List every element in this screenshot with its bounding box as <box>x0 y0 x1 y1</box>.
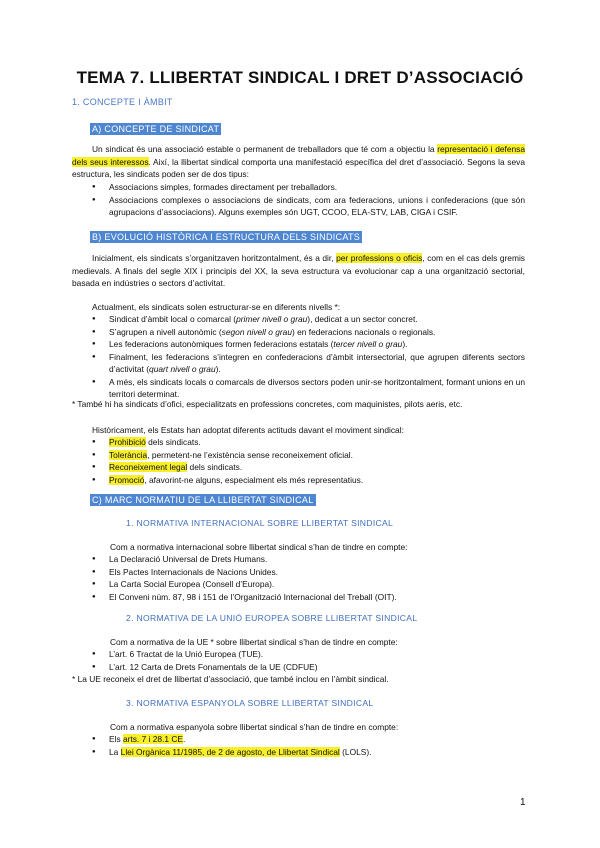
list-item: ● S’agrupen a nivell autonòmic (segon nivell o grau) en federacions nacionals o regionals. <box>90 326 525 339</box>
heading-marc-normatiu: C) MARC NORMATIU DE LA LLIBERTAT SINDICAL <box>92 495 314 505</box>
list-item: ● L’art. 6 Tractat de la Unió Europea (TUE). <box>90 648 525 661</box>
list-item: ● Reconeixement legal dels sindicats. <box>90 461 525 474</box>
highlight-professions: per professions o oficis <box>336 253 423 263</box>
list-item: ● Els Pactes Internacionals de Nacions Unides. <box>90 566 525 579</box>
list-nivells <box>90 313 525 401</box>
list-item: ● Sindicat d’àmbit local o comarcal (primer nivell o grau), dedicat a un sector concret. <box>90 313 525 326</box>
heading-concepte-sindicat: A) CONCEPTE DE SINDICAT <box>92 124 220 134</box>
page-number: 1 <box>520 797 526 808</box>
paragraph-normativa-espanyola: Com a normativa espanyola sobre llibertat sindical s’han de tindre en compte: <box>110 722 399 732</box>
list-tipus-sindicats <box>90 181 525 219</box>
list-item: ● Els arts. 7 i 28.1 CE. <box>90 733 525 746</box>
list-item: ● Associacions complexes o associacions de sindicats, com ara federacions, unions i confederacions (que són agrupacions d’associacions). Alguns exemples són UGT, CCOO, ELA-STV, LAB, CIGA i CSIF. <box>90 194 525 219</box>
paragraph-actituds: Històricament, els Estats han adoptat diferents actituds davant el moviment sindical: <box>92 425 404 435</box>
list-item: ● Promoció, afavorint-ne alguns, especialment els més representatius. <box>90 474 525 487</box>
list-normativa-espanyola <box>90 733 525 758</box>
list-item: ● Tolerància, permetent-ne l’existència sense reconeixement oficial. <box>90 449 525 462</box>
list-item: ● La Llei Orgànica 11/1985, de 2 de agosto, de Llibertat Sindical (LOLS). <box>90 746 525 759</box>
subheading-normativa-espanyola: 3. NORMATIVA ESPANYOLA SOBRE LLIBERTAT SINDICAL <box>126 698 374 708</box>
list-actituds <box>90 436 525 486</box>
list-item: ● La Declaració Universal de Drets Humans. <box>90 553 525 566</box>
page-title: TEMA 7. LLIBERTAT SINDICAL I DRET D’ASSOCIACIÓ <box>76 68 524 87</box>
list-normativa-ue <box>90 648 525 673</box>
paragraph-evolucio: Inicialment, els sindicats s’organitzaven horitzontalment, és a dir, per professions o oficis, com en el cas dels gremis medievals. A finals del segle XIX i principis del XX, la seva estructura va evolucionar cap a una organització sectorial, basada en indústries o sectors d’activitat. <box>72 253 525 288</box>
paragraph-concepte: Un sindicat és una associació estable o permanent de treballadors que té com a objectiu la representació i defensa dels seus interessos. Així, la llibertat sindical comporta una manifestació específica del dret d’associació. Segons la seva estructura, les sindicats poden ser de dos tipus: <box>72 144 526 179</box>
paragraph-normativa-ue: Com a normativa de la UE * sobre llibertat sindical s’han de tindre en compte: <box>110 637 398 647</box>
heading-evolucio-historica: B) EVOLUCIÓ HISTÒRICA I ESTRUCTURA DELS SINDICATS <box>92 232 361 242</box>
list-normativa-internacional <box>90 553 525 603</box>
list-item: ● Associacions simples, formades directament per treballadors. <box>90 181 525 194</box>
list-item: ● Les federacions autonòmiques formen federacions estatals (tercer nivell o grau). <box>90 338 525 351</box>
subheading-normativa-ue: 2. NORMATIVA DE LA UNIÓ EUROPEA SOBRE LLIBERTAT SINDICAL <box>126 613 418 623</box>
section-heading-1: 1. CONCEPTE I ÀMBIT <box>72 97 173 107</box>
subheading-normativa-internacional: 1. NORMATIVA INTERNACIONAL SOBRE LLIBERTAT SINDICAL <box>126 518 394 528</box>
list-item: ● El Conveni núm. 87, 98 i 151 de l’Organització Internacional del Treball (OIT). <box>90 591 525 604</box>
list-item: ● Finalment, les federacions s’integren en confederacions d’àmbit intersectorial, que agrupen diferents sectors d’activitat (quart nivell o grau). <box>90 351 525 376</box>
paragraph-normativa-internacional: Com a normativa internacional sobre llibertat sindical s’han de tindre en compte: <box>110 542 408 552</box>
paragraph-nivells: Actualment, els sindicats solen estructurar-se en diferents nivells *: <box>92 302 341 312</box>
highlight-representacio: representació i defensa dels seus interessos <box>72 144 526 167</box>
footnote-ue: * La UE reconeix el dret de llibertat d’associació, que també inclou en l’àmbit sindical. <box>72 674 389 684</box>
list-item: ● L’art. 12 Carta de Drets Fonamentals de la UE (CDFUE) <box>90 661 525 674</box>
list-item: ● A més, els sindicats locals o comarcals de diversos sectors poden unir-se horitzontalment, formant unions en un territori determinat. <box>90 376 525 401</box>
list-item: ● Prohibició dels sindicats. <box>90 436 525 449</box>
list-item: ● La Carta Social Europea (Consell d’Europa). <box>90 578 525 591</box>
footnote-sindicats-ofici: * També hi ha sindicats d’ofici, especialitzats en professions concretes, com maquinistes, pilots aeris, etc. <box>72 399 463 409</box>
